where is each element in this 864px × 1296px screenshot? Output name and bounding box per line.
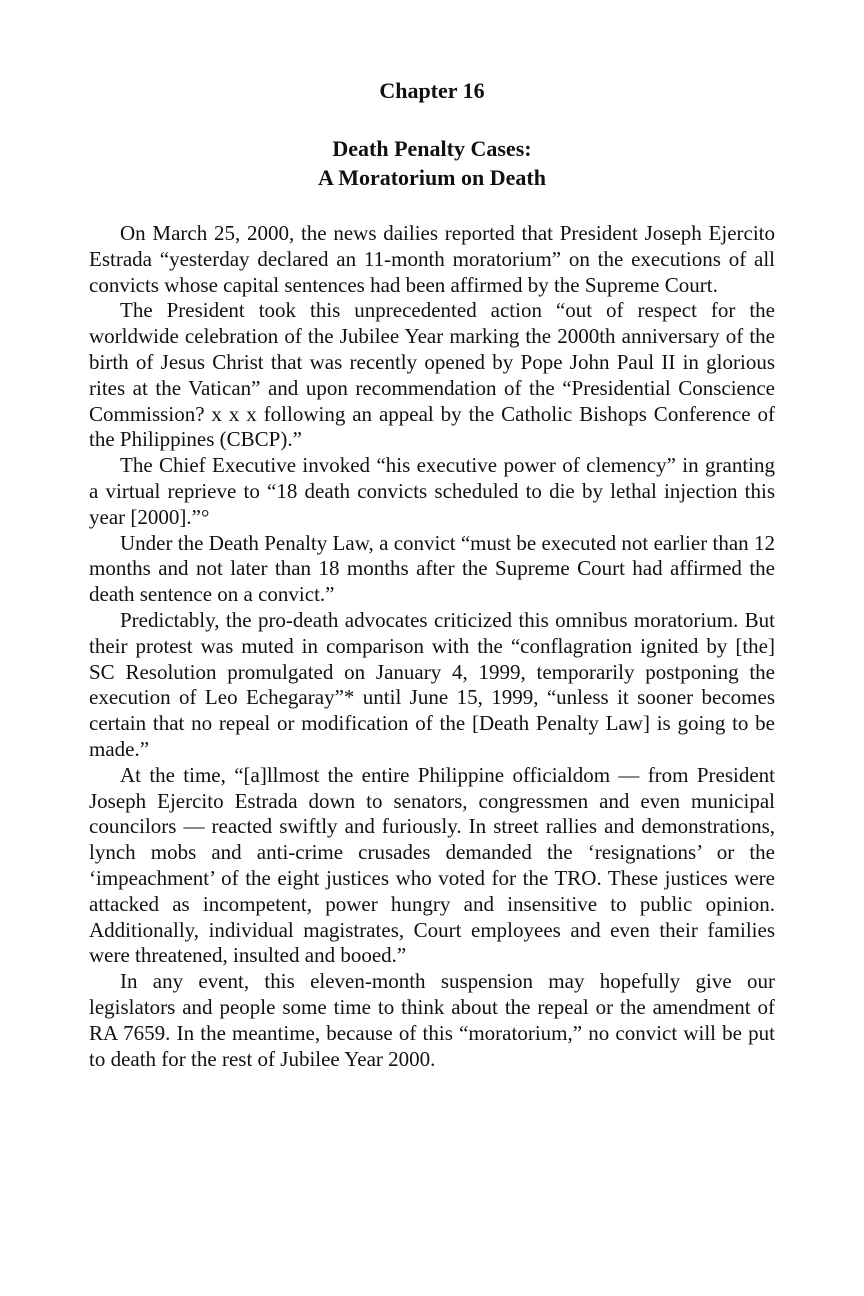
chapter-heading: Chapter 16 xyxy=(379,78,485,103)
body-text xyxy=(89,221,775,1072)
paragraph: The Chief Executive invoked “his executive power of clemency” in granting a virtual reprieve to “18 death convicts scheduled to die by lethal injection this year [2000].”° xyxy=(89,453,775,529)
chapter-title-line-1: Death Penalty Cases: xyxy=(332,136,532,161)
paragraph: The President took this unprecedented action “out of respect for the worldwide celebration of the Jubilee Year marking the 2000th anniversary of the birth of Jesus Christ that was recently opened by Pope John Paul II in glorious rites at the Vatican” and upon recommendation of the “Presidential Conscience Commission? x x x following an appeal by the Catholic Bishops Conference of the Philippines (CBCP).” xyxy=(89,298,775,452)
paragraph: At the time, “[a]llmost the entire Philippine officialdom — from President Joseph Ejercito Estrada down to senators, congressmen and even municipal councilors — reacted swiftly and furiously. In street rallies and demonstrations, lynch mobs and anti-crime crusades demanded the ‘resignations’ or the ‘impeachment’ of the eight justices who voted for the TRO. These justices were attacked as incompetent, power hungry and insensitive to public opinion. Additionally, individual magistrates, Court employees and even their families were threatened, insulted and booed.” xyxy=(89,762,775,968)
chapter-title-line-2: A Moratorium on Death xyxy=(318,165,546,190)
paragraph: Under the Death Penalty Law, a convict “must be executed not earlier than 12 months and not later than 18 months after the Supreme Court had affirmed the death sentence on a convict.” xyxy=(89,530,775,607)
paragraph: On March 25, 2000, the news dailies reported that President Joseph Ejercito Estrada “yesterday declared an 11-month moratorium” on the executions of all convicts whose capital sentences had been affirmed by the Supreme Court. xyxy=(89,221,775,297)
paragraph: In any event, this eleven-month suspension may hopefully give our legislators and people some time to think about the repeal or the amendment of RA 7659. In the meantime, because of this “moratorium,” no convict will be put to death for the rest of Jubilee Year 2000. xyxy=(89,969,775,1071)
document-page xyxy=(89,76,775,1072)
chapter-title xyxy=(89,134,775,192)
paragraph: Predictably, the pro-death advocates criticized this omnibus moratorium. But their protest was muted in comparison with the “conflagration ignited by [the] SC Resolution promulgated on January 4, 1999, temporarily postponing the execution of Leo Echegaray”* until June 15, 1999, “unless it sooner becomes certain that no repeal or modification of the [Death Penalty Law] is going to be made.” xyxy=(89,607,775,761)
